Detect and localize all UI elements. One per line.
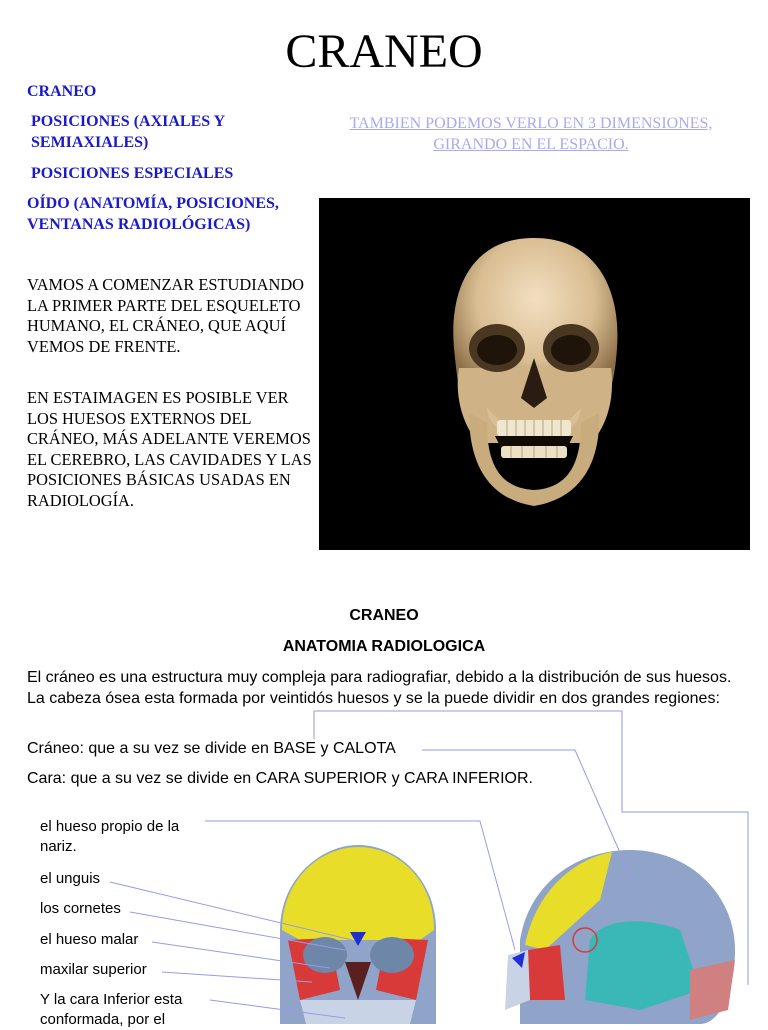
page-title: CRANEO — [285, 25, 483, 78]
label-unguis: el unguis — [40, 870, 101, 887]
toc-link-oido[interactable]: OÍDO (ANATOMÍA, POSICIONES, VENTANAS RADIOLÓGICAS) — [27, 195, 279, 233]
section-paragraph-cara: Cara: que a su vez se divide en CARA SUPERIOR y CARA INFERIOR. — [27, 770, 533, 787]
toc-link-posiciones-axiales[interactable]: POSICIONES (AXIALES Y SEMIAXIALES) — [31, 113, 225, 151]
label-hueso-malar: el hueso malar — [40, 931, 139, 948]
section-heading: CRANEO — [349, 607, 419, 624]
section-paragraph-craneo: Cráneo: que a su vez se divide en BASE y CALOTA — [27, 740, 396, 757]
section-subheading: ANATOMIA RADIOLOGICA — [282, 638, 486, 655]
label-maxilar-superior: maxilar superior — [40, 961, 147, 978]
intro-paragraph-2: EN ESTAIMAGEN ES POSIBLE VER LOS HUESOS EXTERNOS DEL CRÁNEO, MÁS ADELANTE VEREMOS EL CEREBRO, LAS CAVIDADES Y LAS POSICIONES BÁSICAS USADAS EN RADIOLOGÍA. — [27, 388, 312, 510]
toc-link-posiciones-especiales[interactable]: POSICIONES ESPECIALES — [31, 165, 234, 182]
skull-front-colored — [280, 845, 436, 1024]
skull-diagram — [0, 700, 768, 1024]
label-cornetes: los cornetes — [40, 900, 121, 917]
intro-paragraph-1: VAMOS A COMENZAR ESTUDIANDO LA PRIMER PARTE DEL ESQUELETO HUMANO, EL CRÁNEO, QUE AQUÍ VEMOS DE FRENTE. — [27, 275, 304, 356]
toc-link-craneo[interactable]: CRANEO — [27, 83, 97, 100]
label-cara-inferior: Y la cara Inferior esta conformada, por el — [40, 991, 183, 1028]
label-hueso-propio-nariz: el hueso propio de la nariz. — [40, 818, 180, 855]
skull-front-image — [319, 198, 750, 550]
section-paragraph-1: El cráneo es una estructura muy compleja para radiografiar, debido a la distribución de sus huesos. La cabeza ósea esta formada por veintidós huesos y se la puede dividir en dos grandes regiones: — [27, 669, 732, 707]
skull-side-colored — [505, 850, 735, 1024]
view-3d-link[interactable]: TAMBIEN PODEMOS VERLO EN 3 DIMENSIONES, GIRANDO EN EL ESPACIO. — [349, 115, 713, 153]
